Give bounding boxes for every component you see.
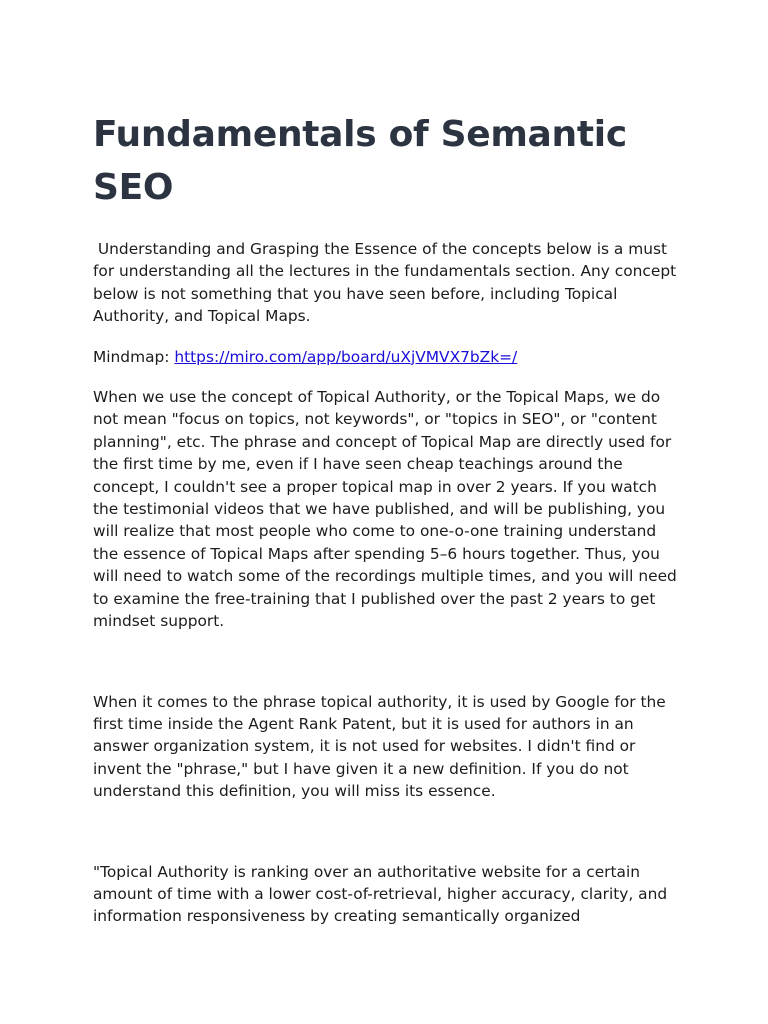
intro-paragraph: Understanding and Grasping the Essence of the concepts below is a must for understanding all the lectures in the fundamentals section. Any concept below is not something that you have seen before, including Topical Authority, and Topical Maps. — [93, 240, 682, 326]
mindmap-link[interactable]: https://miro.com/app/board/uXjVMVX7bZk=/ — [174, 347, 518, 366]
document-page — [93, 108, 682, 946]
mindmap-paragraph — [93, 346, 678, 368]
mindmap-label: Mindmap: — [93, 347, 175, 366]
definition-paragraph: "Topical Authority is ranking over an authoritative website for a certain amount of time with a lower cost-of-retrieval, higher accuracy, clarity, and information responsiveness by creating semantically organized — [93, 862, 673, 926]
topical-authority-paragraph: When it comes to the phrase topical authority, it is used by Google for the first time inside the Agent Rank Patent, but it is used for authors in an answer organization system, it is not used for websites. I didn't find or invent the "phrase," but I have given it a new definition. If you do not understand this definition, you will miss its essence. — [93, 692, 671, 801]
document-title: Fundamentals of Semantic SEO — [93, 114, 627, 208]
topical-map-paragraph: When we use the concept of Topical Authority, or the Topical Maps, we do not mean "focus on topics, not keywords", or "topics in SEO", or "content planning", etc. The phrase and concept of Topical Map are directly used for the first time by me, even if I have seen cheap teachings around the concept, I couldn't see a proper topical map in over 2 years. If you watch the testimonial videos that we have published, and will be publishing, you will realize that most people who come to one-o-one training understand the essence of Topical Maps after spending 5–6 hours together. Thus, you will need to watch some of the recordings multiple times, and you will need to examine the free-training that I published over the past 2 years to get mindset support. — [93, 388, 682, 631]
